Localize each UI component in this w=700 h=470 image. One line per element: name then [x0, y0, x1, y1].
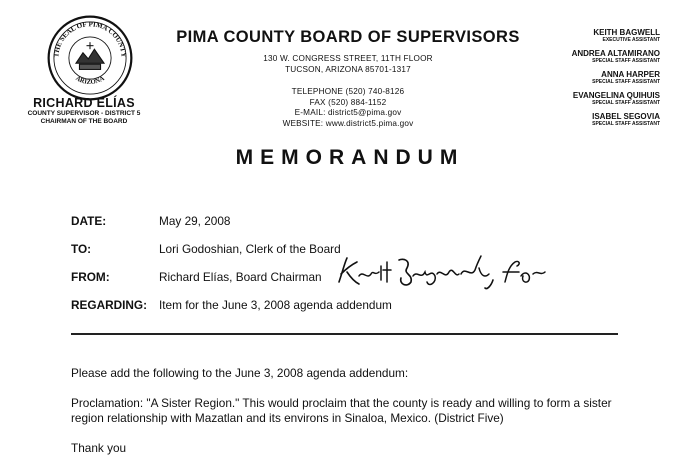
fax: FAX (520) 884-1152 — [309, 97, 387, 107]
to-label: TO: — [71, 242, 92, 256]
seal-emblem — [76, 42, 104, 69]
to-value: Lori Godoshian, Clerk of the Board — [159, 242, 341, 256]
seal-top-text: THE SEAL OF PIMA COUNTY — [52, 20, 128, 58]
website: WEBSITE: www.district5.pima.gov — [282, 118, 414, 128]
telephone: TELEPHONE (520) 740-8126 — [291, 87, 405, 96]
staff-list — [520, 28, 660, 133]
county-seal — [46, 14, 134, 102]
proclamation-paragraph: Proclamation: "A Sister Region." This would proclaim that the county is ready and willing to form a sister region relationship with Mazatlan and its environs in Sinaloa, Mexico. (District Five) — [71, 395, 612, 425]
date-row — [71, 214, 631, 242]
address-line-2: TUCSON, ARIZONA 85701-1317 — [285, 64, 411, 74]
staff-name: ISABEL SEGOVIA — [592, 112, 660, 121]
svg-text:ARIZONA — [74, 75, 106, 86]
staff-item — [520, 112, 660, 127]
handwritten-signature — [333, 252, 563, 294]
letterhead — [168, 28, 528, 129]
regarding-row — [71, 298, 631, 326]
supervisor-title: COUNTY SUPERVISOR - DISTRICT 5 — [27, 110, 141, 117]
staff-title: SPECIAL STAFF ASSISTANT — [592, 121, 660, 127]
staff-name: KEITH BAGWELL — [593, 28, 660, 37]
date-label: DATE: — [71, 214, 107, 228]
regarding-value: Item for the June 3, 2008 agenda addendum — [159, 298, 392, 312]
address-line-1: 130 W. CONGRESS STREET, 11TH FLOOR — [263, 54, 433, 63]
staff-title: SPECIAL STAFF ASSISTANT — [592, 58, 660, 64]
from-value: Richard Elías, Board Chairman — [159, 270, 322, 284]
from-label: FROM: — [71, 270, 110, 284]
staff-title: EXECUTIVE ASSISTANT — [602, 37, 660, 43]
email: E-MAIL: district5@pima.gov — [294, 108, 402, 117]
closing-text: Thank you — [71, 440, 127, 455]
staff-item — [520, 49, 660, 64]
seal-bottom-text: ARIZONA — [74, 75, 106, 87]
staff-title: SPECIAL STAFF ASSISTANT — [592, 100, 660, 106]
regarding-label: REGARDING: — [71, 298, 148, 312]
staff-name: ANNA HARPER — [601, 70, 660, 79]
staff-item — [520, 28, 660, 43]
staff-title: SPECIAL STAFF ASSISTANT — [592, 79, 660, 85]
supervisor-block — [14, 96, 154, 126]
intro-paragraph: Please add the following to the June 3, 2008 agenda addendum: — [71, 366, 409, 380]
supervisor-chair-title: CHAIRMAN OF THE BOARD — [40, 118, 128, 125]
staff-item — [520, 91, 660, 106]
divider-line — [71, 333, 618, 335]
staff-item — [520, 70, 660, 85]
board-name: PIMA COUNTY BOARD OF SUPERVISORS — [176, 28, 520, 46]
memo-heading: MEMORANDUM — [235, 146, 465, 169]
staff-name: ANDREA ALTAMIRANO — [571, 49, 660, 58]
memo-body — [71, 366, 631, 470]
date-value: May 29, 2008 — [159, 214, 231, 228]
staff-name: EVANGELINA QUIHUIS — [572, 91, 660, 100]
supervisor-name: RICHARD ELÍAS — [33, 96, 135, 110]
